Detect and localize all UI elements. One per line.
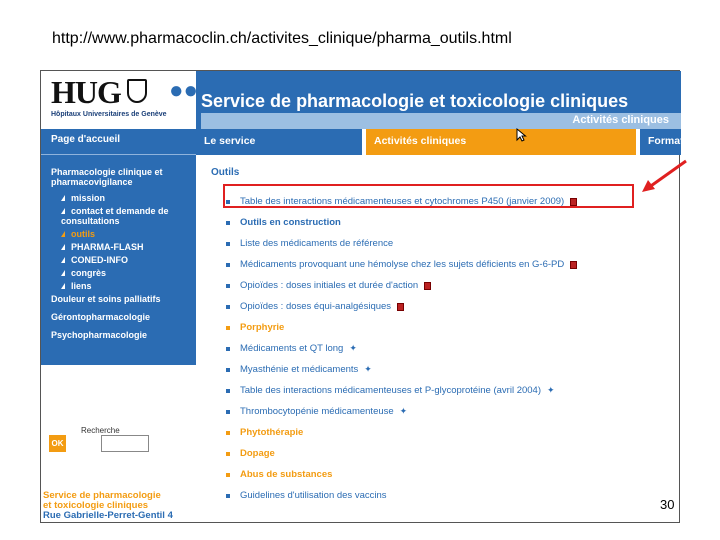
triangle-bullet-icon [61,244,65,250]
sidebar-item-psychopharmacologie[interactable]: Psychopharmacologie [51,330,148,340]
footer-line-2: et toxicologie cliniques [43,500,149,511]
square-bullet-icon [226,347,230,351]
red-arrow-icon [638,158,690,196]
list-item[interactable]: Myasthénie et médicaments ✦ [226,359,577,380]
square-bullet-icon [226,284,230,288]
list-item[interactable]: Opioïdes : doses initiales et durée d'action [226,275,577,296]
triangle-bullet-icon [61,270,65,276]
list-item[interactable]: Abus de substances [226,464,577,485]
sidebar-item-home[interactable]: Page d'accueil [41,129,196,155]
sidebar-item-douleur[interactable]: Douleur et soins palliatifs [51,294,161,304]
people-icon: ●● [169,77,198,104]
sidebar-subitem-outils[interactable]: outils [61,229,191,239]
square-bullet-icon [226,305,230,309]
geneva-shield-icon [127,79,147,103]
browser-screenshot [40,70,684,523]
tools-list [226,191,577,506]
search-ok-button[interactable]: OK [49,435,66,452]
list-item[interactable]: Thrombocytopénie médicamenteuse ✦ [226,401,577,422]
slide-url-caption: http://www.pharmacoclin.ch/activites_clinique/pharma_outils.html [52,30,512,47]
square-bullet-icon [226,242,230,246]
list-item[interactable]: Liste des médicaments de référence [226,233,577,254]
triangle-bullet-icon [61,231,65,237]
sidebar-subitem-coned-info[interactable]: CONED-INFO [61,255,191,265]
footer-line-3: Rue Gabrielle-Perret-Gentil 4 [43,510,173,521]
list-item[interactable]: Table des interactions médicamenteuses et P-glycoprotéine (avril 2004) ✦ [226,380,577,401]
logo-hug-text: HUG [51,74,121,110]
sidebar [41,129,196,365]
sidebar-subitem-mission[interactable]: mission [61,193,191,203]
sidebar-subitem-pharma-flash[interactable]: PHARMA-FLASH [61,242,191,252]
list-item[interactable]: Phytothérapie [226,422,577,443]
external-link-icon: ✦ [547,385,555,395]
sidebar-subitem-contact[interactable]: contact et demande de consultations [61,206,169,226]
list-item[interactable]: Guidelines d'utilisation des vaccins [226,485,577,506]
sidebar-item-gerontopharmacologie[interactable]: Gérontopharmacologie [51,312,151,322]
breadcrumb-label[interactable]: Activités cliniques [572,114,669,126]
triangle-bullet-icon [61,283,65,289]
top-navigation [196,129,684,155]
nav-le-service[interactable]: Le service [196,129,364,155]
triangle-bullet-icon [61,195,65,201]
sidebar-subitem-liens[interactable]: liens [61,281,191,291]
hug-logo[interactable] [41,71,196,129]
pdf-icon [424,282,431,290]
main-content [196,155,681,524]
sidebar-subitem-congres[interactable]: congrès [61,268,191,278]
list-item[interactable]: Outils en construction [226,212,577,233]
pdf-icon [570,261,577,269]
list-item[interactable]: Opioïdes : doses équi-analgésiques [226,296,577,317]
square-bullet-icon [226,368,230,372]
footer-line-1: Service de pharmacologie [43,490,161,501]
square-bullet-icon [226,221,230,225]
square-bullet-icon [226,410,230,414]
logo-subtitle: Hôpitaux Universitaires de Genève [51,111,167,118]
external-link-icon: ✦ [364,364,372,374]
site-title: Service de pharmacologie et toxicologie cliniques [201,91,629,111]
list-item[interactable]: Porphyrie [226,317,577,338]
external-link-icon: ✦ [399,406,408,416]
list-item[interactable]: Dopage [226,443,577,464]
triangle-bullet-icon [61,257,65,263]
list-item[interactable]: Médicaments et QT long ✦ [226,338,577,359]
square-bullet-icon [226,431,230,435]
triangle-bullet-icon [61,208,65,214]
footer-address [43,491,195,521]
nav-formation[interactable]: Format [640,129,681,155]
square-bullet-icon [226,326,230,330]
search-label: Recherche [81,426,120,435]
breadcrumb [201,113,681,129]
square-bullet-icon [226,389,230,393]
nav-activites-cliniques[interactable]: Activités cliniques [366,129,638,155]
mouse-cursor-icon [516,128,526,142]
sidebar-section-pharmacologie[interactable]: Pharmacologie clinique et pharmacovigilance [51,167,163,187]
list-item[interactable]: Médicaments provoquant une hémolyse chez les sujets déficients en G-6-PD [226,254,577,275]
pdf-icon [397,303,404,311]
list-item[interactable]: Table des interactions médicamenteuses et cytochromes P450 (janvier 2009) [226,191,577,212]
square-bullet-icon [226,263,230,267]
page-number: 30 [660,497,675,512]
site-header [41,71,681,129]
highlight-box [223,184,634,208]
search-input[interactable] [101,435,149,452]
square-bullet-icon [226,494,230,498]
content-heading: Outils [211,167,240,178]
square-bullet-icon [226,473,230,477]
square-bullet-icon [226,452,230,456]
external-link-icon: ✦ [349,343,357,353]
